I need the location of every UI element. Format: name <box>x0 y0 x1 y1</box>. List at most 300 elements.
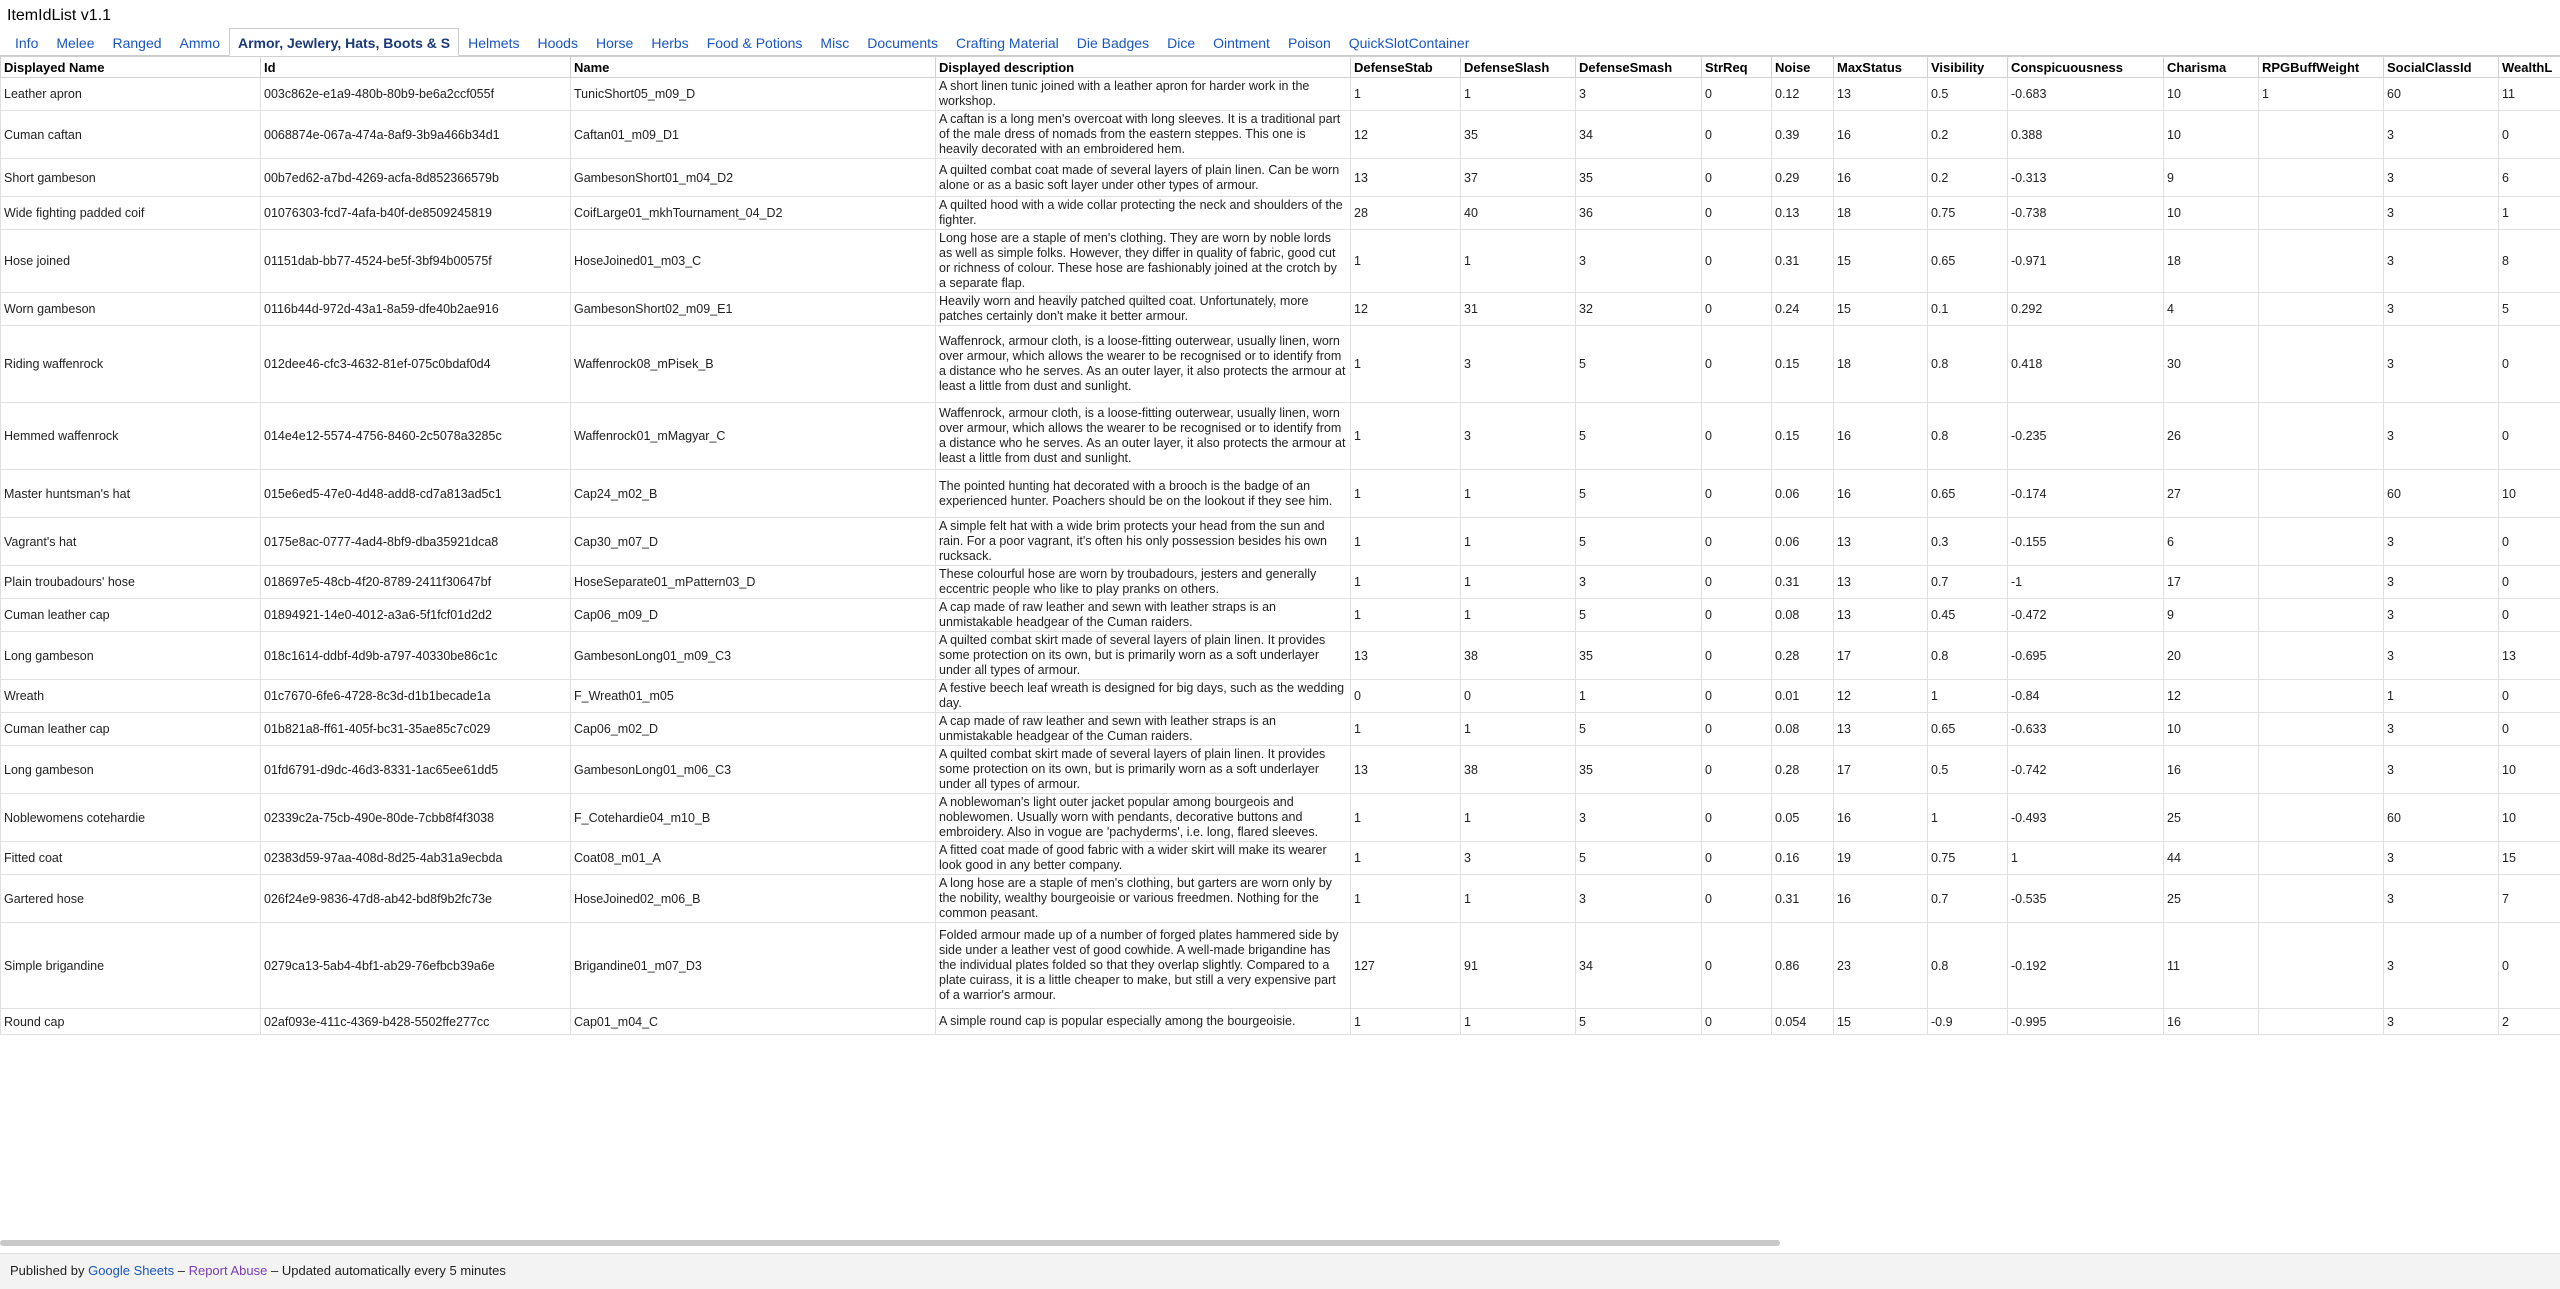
table-cell: 38 <box>1461 632 1576 680</box>
table-cell: -0.174 <box>2008 470 2164 518</box>
table-cell: 40 <box>1461 197 1576 230</box>
table-row <box>1 794 2560 842</box>
table-cell: 0.8 <box>1928 632 2008 680</box>
table-cell: 3 <box>2384 599 2499 632</box>
table-cell: 0.7 <box>1928 566 2008 599</box>
report-abuse-link[interactable]: Report Abuse <box>188 1263 268 1278</box>
table-cell: 3 <box>1576 230 1702 293</box>
table-cell: 13 <box>1834 566 1928 599</box>
table-cell: 0 <box>1351 680 1461 713</box>
table-cell: 3 <box>2384 842 2499 875</box>
data-table <box>0 56 2560 1035</box>
table-cell: 5 <box>1576 842 1702 875</box>
table-cell: 0.24 <box>1772 293 1834 326</box>
table-cell: 3 <box>1461 403 1576 470</box>
table-cell: Cuman leather cap <box>1 713 261 746</box>
table-cell: 3 <box>2384 875 2499 923</box>
table-cell: A short linen tunic joined with a leather apron for harder work in the workshop. <box>936 78 1351 111</box>
table-cell: 0 <box>2499 713 2560 746</box>
tab-documents[interactable]: Documents <box>867 35 939 51</box>
table-cell: 1 <box>1351 470 1461 518</box>
table-cell: -0.472 <box>2008 599 2164 632</box>
table-cell: 1 <box>1461 230 1576 293</box>
table-cell: 3 <box>2384 326 2499 403</box>
table-cell <box>2259 403 2384 470</box>
table-cell: Waffenrock08_mPisek_B <box>571 326 936 403</box>
tab-die-badges[interactable]: Die Badges <box>1076 35 1150 51</box>
table-cell: A long hose are a staple of men's clothing, but garters are worn only by the nobility, wealthy bourgeoisie or various freedmen. Nothing for the common peasant. <box>936 875 1351 923</box>
table-row <box>1 326 2560 403</box>
column-header: RPGBuffWeight <box>2259 57 2384 78</box>
table-cell: -0.633 <box>2008 713 2164 746</box>
table-cell <box>2259 680 2384 713</box>
table-row <box>1 713 2560 746</box>
table-cell: 10 <box>2164 197 2259 230</box>
table-cell <box>2259 293 2384 326</box>
table-cell: Gartered hose <box>1 875 261 923</box>
table-cell: 1 <box>1351 713 1461 746</box>
table-cell: 018c1614-ddbf-4d9b-a797-40330be86c1c <box>261 632 571 680</box>
table-cell: 0 <box>1702 293 1772 326</box>
table-cell: 13 <box>1351 632 1461 680</box>
table-cell: 0.5 <box>1928 78 2008 111</box>
table-cell: Hose joined <box>1 230 261 293</box>
table-cell: 0.28 <box>1772 632 1834 680</box>
table-cell: 003c862e-e1a9-480b-80b9-be6a2ccf055f <box>261 78 571 111</box>
table-cell: 60 <box>2384 470 2499 518</box>
table-cell: 35 <box>1576 159 1702 197</box>
table-cell: 16 <box>1834 470 1928 518</box>
table-cell: 1 <box>2384 680 2499 713</box>
table-cell: 0 <box>1702 746 1772 794</box>
table-cell: 02339c2a-75cb-490e-80de-7cbb8f4f3038 <box>261 794 571 842</box>
table-cell: 44 <box>2164 842 2259 875</box>
table-cell: 17 <box>1834 746 1928 794</box>
column-header: DefenseSlash <box>1461 57 1576 78</box>
table-cell: Wreath <box>1 680 261 713</box>
tab-melee[interactable]: Melee <box>56 35 95 51</box>
table-cell: 25 <box>2164 875 2259 923</box>
table-cell <box>2259 1009 2384 1035</box>
table-row <box>1 111 2560 159</box>
table-cell: 3 <box>2384 923 2499 1009</box>
table-cell: -0.995 <box>2008 1009 2164 1035</box>
table-cell: 25 <box>2164 794 2259 842</box>
table-cell: 16 <box>1834 111 1928 159</box>
table-cell: A festive beech leaf wreath is designed for big days, such as the wedding day. <box>936 680 1351 713</box>
table-row <box>1 159 2560 197</box>
table-cell: F_Cotehardie04_m10_B <box>571 794 936 842</box>
table-cell: 3 <box>2384 713 2499 746</box>
table-cell: 18 <box>1834 197 1928 230</box>
tab-helmets[interactable]: Helmets <box>468 35 520 51</box>
table-cell: GambesonLong01_m06_C3 <box>571 746 936 794</box>
table-cell: 28 <box>1351 197 1461 230</box>
table-cell: 13 <box>1834 599 1928 632</box>
table-cell: 01894921-14e0-4012-a3a6-5f1fcf01d2d2 <box>261 599 571 632</box>
table-cell: 0 <box>1702 794 1772 842</box>
table-cell: 10 <box>2499 470 2560 518</box>
table-cell: Plain troubadours' hose <box>1 566 261 599</box>
column-header: Noise <box>1772 57 1834 78</box>
table-cell: 0 <box>1702 566 1772 599</box>
table-cell: 0 <box>1702 923 1772 1009</box>
table-cell: 018697e5-48cb-4f20-8789-2411f30647bf <box>261 566 571 599</box>
table-cell: Cap06_m09_D <box>571 599 936 632</box>
table-cell: 2 <box>2499 1009 2560 1035</box>
table-cell: Brigandine01_m07_D3 <box>571 923 936 1009</box>
table-cell: Cuman leather cap <box>1 599 261 632</box>
table-cell <box>2259 794 2384 842</box>
tab-horse[interactable]: Horse <box>595 35 634 51</box>
table-cell: 1 <box>2008 842 2164 875</box>
table-cell: Worn gambeson <box>1 293 261 326</box>
table-cell: 1 <box>1351 842 1461 875</box>
table-cell: A fitted coat made of good fabric with a wider skirt will make its wearer look good in any better company. <box>936 842 1351 875</box>
tab-armor-jewlery-hats-boots-s[interactable]: Armor, Jewlery, Hats, Boots & S <box>229 28 459 56</box>
table-cell: 16 <box>1834 875 1928 923</box>
table-cell: 0 <box>1702 403 1772 470</box>
updated-text: Updated automatically every 5 minutes <box>281 1263 506 1278</box>
table-cell: 5 <box>1576 599 1702 632</box>
table-cell: 0.7 <box>1928 875 2008 923</box>
table-cell: 0.06 <box>1772 470 1834 518</box>
table-cell: 01fd6791-d9dc-46d3-8331-1ac65ee61dd5 <box>261 746 571 794</box>
table-cell: TunicShort05_m09_D <box>571 78 936 111</box>
table-cell: Folded armour made up of a number of forged plates hammered side by side under a leather vest of good cowhide. A well-made brigandine has the individual plates folded so that they overlap slightly. Compared to a plate cuirass, it is a little cheaper to make, but still a very expensive part of a warrior's armour. <box>936 923 1351 1009</box>
table-cell: These colourful hose are worn by troubadours, jesters and generally eccentric people who like to play pranks on others. <box>936 566 1351 599</box>
table-cell: 5 <box>1576 518 1702 566</box>
table-cell: 37 <box>1461 159 1576 197</box>
table-cell: 0 <box>2499 326 2560 403</box>
table-cell <box>2259 566 2384 599</box>
table-cell: 3 <box>2384 566 2499 599</box>
table-cell: 0 <box>1702 197 1772 230</box>
table-cell: 11 <box>2164 923 2259 1009</box>
table-cell: 60 <box>2384 78 2499 111</box>
table-cell: -0.9 <box>1928 1009 2008 1035</box>
table-cell: Waffenrock, armour cloth, is a loose-fitting outerwear, usually linen, worn over armour, which allows the wearer to be recognised or to identify from a distance who he serves. As an outer layer, it also protects the armour at least a little from dust and sunlight. <box>936 326 1351 403</box>
table-cell: 3 <box>1461 842 1576 875</box>
table-cell: 01c7670-6fe6-4728-8c3d-d1b1becade1a <box>261 680 571 713</box>
table-cell: 10 <box>2164 713 2259 746</box>
table-cell: 0.3 <box>1928 518 2008 566</box>
table-cell: 1 <box>1351 566 1461 599</box>
table-cell: 0 <box>1702 713 1772 746</box>
table-cell: 1 <box>1461 566 1576 599</box>
table-cell: Cap06_m02_D <box>571 713 936 746</box>
table-cell: 0.15 <box>1772 326 1834 403</box>
table-cell: 1 <box>1461 1009 1576 1035</box>
table-cell: Master huntsman's hat <box>1 470 261 518</box>
table-cell: 5 <box>1576 1009 1702 1035</box>
column-header: Name <box>571 57 936 78</box>
table-cell: Long hose are a staple of men's clothing. They are worn by noble lords as well as simple folks. However, they differ in quality of fabric, good cut or richness of colour. These hose are fashionably joined at the crotch by a separate flap. <box>936 230 1351 293</box>
tab-poison[interactable]: Poison <box>1287 35 1331 51</box>
table-cell: 3 <box>2384 293 2499 326</box>
table-cell: 3 <box>1576 875 1702 923</box>
table-cell: 014e4e12-5574-4756-8460-2c5078a3285c <box>261 403 571 470</box>
table-cell: 0.65 <box>1928 230 2008 293</box>
table-cell: 0.39 <box>1772 111 1834 159</box>
tab-crafting-material[interactable]: Crafting Material <box>956 35 1059 51</box>
table-cell: 0.054 <box>1772 1009 1834 1035</box>
table-cell: -0.683 <box>2008 78 2164 111</box>
table-cell: 0.292 <box>2008 293 2164 326</box>
table-cell: 02383d59-97aa-408d-8d25-4ab31a9ecbda <box>261 842 571 875</box>
column-header: Conspicuousness <box>2008 57 2164 78</box>
table-cell <box>2259 470 2384 518</box>
table-cell: 6 <box>2164 518 2259 566</box>
table-cell: GambesonShort02_m09_E1 <box>571 293 936 326</box>
table-cell: 1 <box>1461 794 1576 842</box>
table-row <box>1 680 2560 713</box>
table-cell: Simple brigandine <box>1 923 261 1009</box>
column-header: Id <box>261 57 571 78</box>
table-cell: 0068874e-067a-474a-8af9-3b9a466b34d1 <box>261 111 571 159</box>
table-cell: 026f24e9-9836-47d8-ab42-bd8f9b2fc73e <box>261 875 571 923</box>
table-cell: 13 <box>1834 518 1928 566</box>
table-cell: 27 <box>2164 470 2259 518</box>
table-cell: A simple round cap is popular especially among the bourgeoisie. <box>936 1009 1351 1035</box>
table-cell: 0.75 <box>1928 197 2008 230</box>
footer-separator: – <box>177 1263 185 1278</box>
table-cell: 0.86 <box>1772 923 1834 1009</box>
table-cell: 1 <box>1461 599 1576 632</box>
tab-ointment[interactable]: Ointment <box>1213 35 1270 51</box>
table-cell: 12 <box>1351 293 1461 326</box>
table-cell: 20 <box>2164 632 2259 680</box>
table-cell: 18 <box>1834 326 1928 403</box>
table-cell: 0.31 <box>1772 875 1834 923</box>
table-cell: 1 <box>1351 403 1461 470</box>
table-cell: A quilted hood with a wide collar protecting the neck and shoulders of the fighter. <box>936 197 1351 230</box>
table-cell: 31 <box>1461 293 1576 326</box>
table-cell: -1 <box>2008 566 2164 599</box>
table-cell: A quilted combat skirt made of several layers of plain linen. It provides some protection on its own, but is primarily worn as a soft underlayer under all types of armour. <box>936 632 1351 680</box>
table-cell: Heavily worn and heavily patched quilted coat. Unfortunately, more patches certainly don't make it better armour. <box>936 293 1351 326</box>
table-cell: Noblewomens cotehardie <box>1 794 261 842</box>
table-cell: Round cap <box>1 1009 261 1035</box>
table-cell: HoseJoined02_m06_B <box>571 875 936 923</box>
column-header: Charisma <box>2164 57 2259 78</box>
table-row <box>1 923 2560 1009</box>
table-row <box>1 1009 2560 1035</box>
table-cell: 0.65 <box>1928 713 2008 746</box>
table-cell: 7 <box>2499 875 2560 923</box>
table-cell: 15 <box>1834 1009 1928 1035</box>
table-cell: 34 <box>1576 923 1702 1009</box>
tab-hoods[interactable]: Hoods <box>537 35 578 51</box>
table-cell: 01151dab-bb77-4524-be5f-3bf94b00575f <box>261 230 571 293</box>
table-cell: 0 <box>1702 680 1772 713</box>
table-cell: 0.28 <box>1772 746 1834 794</box>
table-cell: 02af093e-411c-4369-b428-5502ffe277cc <box>261 1009 571 1035</box>
google-sheets-link[interactable]: Google Sheets <box>88 1263 175 1278</box>
table-cell: -0.695 <box>2008 632 2164 680</box>
table-cell: 0.06 <box>1772 518 1834 566</box>
table-cell: 1 <box>1351 326 1461 403</box>
table-cell: 16 <box>1834 403 1928 470</box>
column-header: SocialClassId <box>2384 57 2499 78</box>
table-cell: 1 <box>1351 599 1461 632</box>
table-cell: 8 <box>2499 230 2560 293</box>
table-row <box>1 470 2560 518</box>
table-cell: -0.313 <box>2008 159 2164 197</box>
table-cell: The pointed hunting hat decorated with a brooch is the badge of an experienced hunter. Poachers should be on the lookout if they see him. <box>936 470 1351 518</box>
table-cell: 15 <box>1834 230 1928 293</box>
table-cell: 0 <box>1702 518 1772 566</box>
table-cell: 9 <box>2164 159 2259 197</box>
table-cell: 5 <box>2499 293 2560 326</box>
tab-food-potions[interactable]: Food & Potions <box>706 35 803 51</box>
published-by-text: Published by <box>10 1263 85 1278</box>
table-cell: Hemmed waffenrock <box>1 403 261 470</box>
tab-dice[interactable]: Dice <box>1167 35 1196 51</box>
footer-separator: – <box>270 1263 279 1278</box>
table-cell: 0 <box>2499 566 2560 599</box>
table-row <box>1 197 2560 230</box>
document-title: ItemIdList v1.1 <box>7 7 112 24</box>
table-cell: 1 <box>1351 518 1461 566</box>
table-cell <box>2259 875 2384 923</box>
table-cell: 16 <box>1834 159 1928 197</box>
table-row <box>1 403 2560 470</box>
table-cell: 35 <box>1461 111 1576 159</box>
table-cell: 1 <box>1351 230 1461 293</box>
table-cell: 01076303-fcd7-4afa-b40f-de8509245819 <box>261 197 571 230</box>
table-cell: Cap24_m02_B <box>571 470 936 518</box>
table-cell: 15 <box>1834 293 1928 326</box>
table-cell: 12 <box>1834 680 1928 713</box>
table-cell: 012dee46-cfc3-4632-81ef-075c0bdaf0d4 <box>261 326 571 403</box>
table-cell: 13 <box>1834 78 1928 111</box>
table-cell: 0 <box>1461 680 1576 713</box>
tab-quickslotcontainer[interactable]: QuickSlotContainer <box>1348 35 1470 51</box>
table-cell: 3 <box>2384 230 2499 293</box>
table-cell <box>2259 326 2384 403</box>
table-cell: 1 <box>1351 1009 1461 1035</box>
table-cell: 1 <box>2259 78 2384 111</box>
table-cell: 3 <box>2384 197 2499 230</box>
table-cell: 5 <box>1576 326 1702 403</box>
table-cell <box>2259 111 2384 159</box>
tab-ammo[interactable]: Ammo <box>179 35 220 51</box>
table-cell: F_Wreath01_m05 <box>571 680 936 713</box>
spreadsheet <box>0 56 2560 1236</box>
table-cell: GambesonLong01_m09_C3 <box>571 632 936 680</box>
table-cell: 0.45 <box>1928 599 2008 632</box>
table-cell: 0 <box>1702 159 1772 197</box>
table-row <box>1 78 2560 111</box>
table-cell: -0.738 <box>2008 197 2164 230</box>
table-cell: 015e6ed5-47e0-4d48-add8-cd7a813ad5c1 <box>261 470 571 518</box>
table-cell: 0.2 <box>1928 111 2008 159</box>
table-cell: 0 <box>1702 632 1772 680</box>
tab-ranged[interactable]: Ranged <box>112 35 162 51</box>
horizontal-scrollbar[interactable] <box>0 1240 1780 1246</box>
tab-herbs[interactable]: Herbs <box>651 35 689 51</box>
table-cell: A quilted combat coat made of several layers of plain linen. Can be worn alone or as a basic soft layer under other types of armour. <box>936 159 1351 197</box>
table-cell: 11 <box>2499 78 2560 111</box>
column-header: MaxStatus <box>1834 57 1928 78</box>
table-cell: 10 <box>2499 794 2560 842</box>
table-cell: 1 <box>1351 794 1461 842</box>
table-cell: 13 <box>1834 713 1928 746</box>
table-cell <box>2259 842 2384 875</box>
table-cell: Coat08_m01_A <box>571 842 936 875</box>
table-row <box>1 746 2560 794</box>
table-cell: 0.01 <box>1772 680 1834 713</box>
table-cell: 0.08 <box>1772 599 1834 632</box>
table-cell: 19 <box>1834 842 1928 875</box>
table-cell: 0 <box>1702 326 1772 403</box>
table-cell: 5 <box>1576 470 1702 518</box>
table-cell: GambesonShort01_m04_D2 <box>571 159 936 197</box>
table-cell: 1 <box>1461 78 1576 111</box>
table-cell: 0 <box>2499 403 2560 470</box>
table-cell: 0.8 <box>1928 403 2008 470</box>
table-cell: Riding waffenrock <box>1 326 261 403</box>
table-cell: 3 <box>1461 326 1576 403</box>
table-cell: 0175e8ac-0777-4ad4-8bf9-dba35921dca8 <box>261 518 571 566</box>
table-cell: -0.155 <box>2008 518 2164 566</box>
table-cell: 0 <box>1702 1009 1772 1035</box>
tab-info[interactable]: Info <box>15 35 39 51</box>
table-cell: 3 <box>1576 566 1702 599</box>
table-cell: 0.16 <box>1772 842 1834 875</box>
table-cell <box>2259 923 2384 1009</box>
table-cell: 0 <box>1702 599 1772 632</box>
table-cell: A simple felt hat with a wide brim protects your head from the sun and rain. For a poor vagrant, it's often his only possession besides his own rucksack. <box>936 518 1351 566</box>
table-cell: 0.08 <box>1772 713 1834 746</box>
table-cell: 0 <box>2499 923 2560 1009</box>
table-cell: 0 <box>2499 599 2560 632</box>
table-cell: 12 <box>1351 111 1461 159</box>
table-cell: 5 <box>1576 713 1702 746</box>
table-cell: 3 <box>2384 111 2499 159</box>
table-cell: 3 <box>2384 518 2499 566</box>
table-cell: Caftan01_m09_D1 <box>571 111 936 159</box>
table-cell: 0 <box>1702 875 1772 923</box>
table-cell: 5 <box>1576 403 1702 470</box>
table-cell: 60 <box>2384 794 2499 842</box>
table-cell: 1 <box>1351 875 1461 923</box>
table-cell: 1 <box>1576 680 1702 713</box>
table-cell: 16 <box>1834 794 1928 842</box>
column-header: Displayed description <box>936 57 1351 78</box>
table-cell: Short gambeson <box>1 159 261 197</box>
table-cell: -0.192 <box>2008 923 2164 1009</box>
table-cell: 0 <box>2499 680 2560 713</box>
table-cell: 0116b44d-972d-43a1-8a59-dfe40b2ae916 <box>261 293 571 326</box>
table-cell: 10 <box>2164 78 2259 111</box>
table-cell: 0.31 <box>1772 566 1834 599</box>
table-cell: 3 <box>1576 78 1702 111</box>
table-cell: 3 <box>2384 159 2499 197</box>
table-cell: A cap made of raw leather and sewn with leather straps is an unmistakable headgear of the Cuman raiders. <box>936 713 1351 746</box>
table-cell: 1 <box>1928 680 2008 713</box>
table-cell: Vagrant's hat <box>1 518 261 566</box>
table-cell: 00b7ed62-a7bd-4269-acfa-8d852366579b <box>261 159 571 197</box>
table-cell: 3 <box>2384 1009 2499 1035</box>
table-cell <box>2259 746 2384 794</box>
table-cell <box>2259 632 2384 680</box>
table-row <box>1 599 2560 632</box>
table-cell: Leather apron <box>1 78 261 111</box>
table-cell: Cap01_m04_C <box>571 1009 936 1035</box>
tab-misc[interactable]: Misc <box>820 35 850 51</box>
